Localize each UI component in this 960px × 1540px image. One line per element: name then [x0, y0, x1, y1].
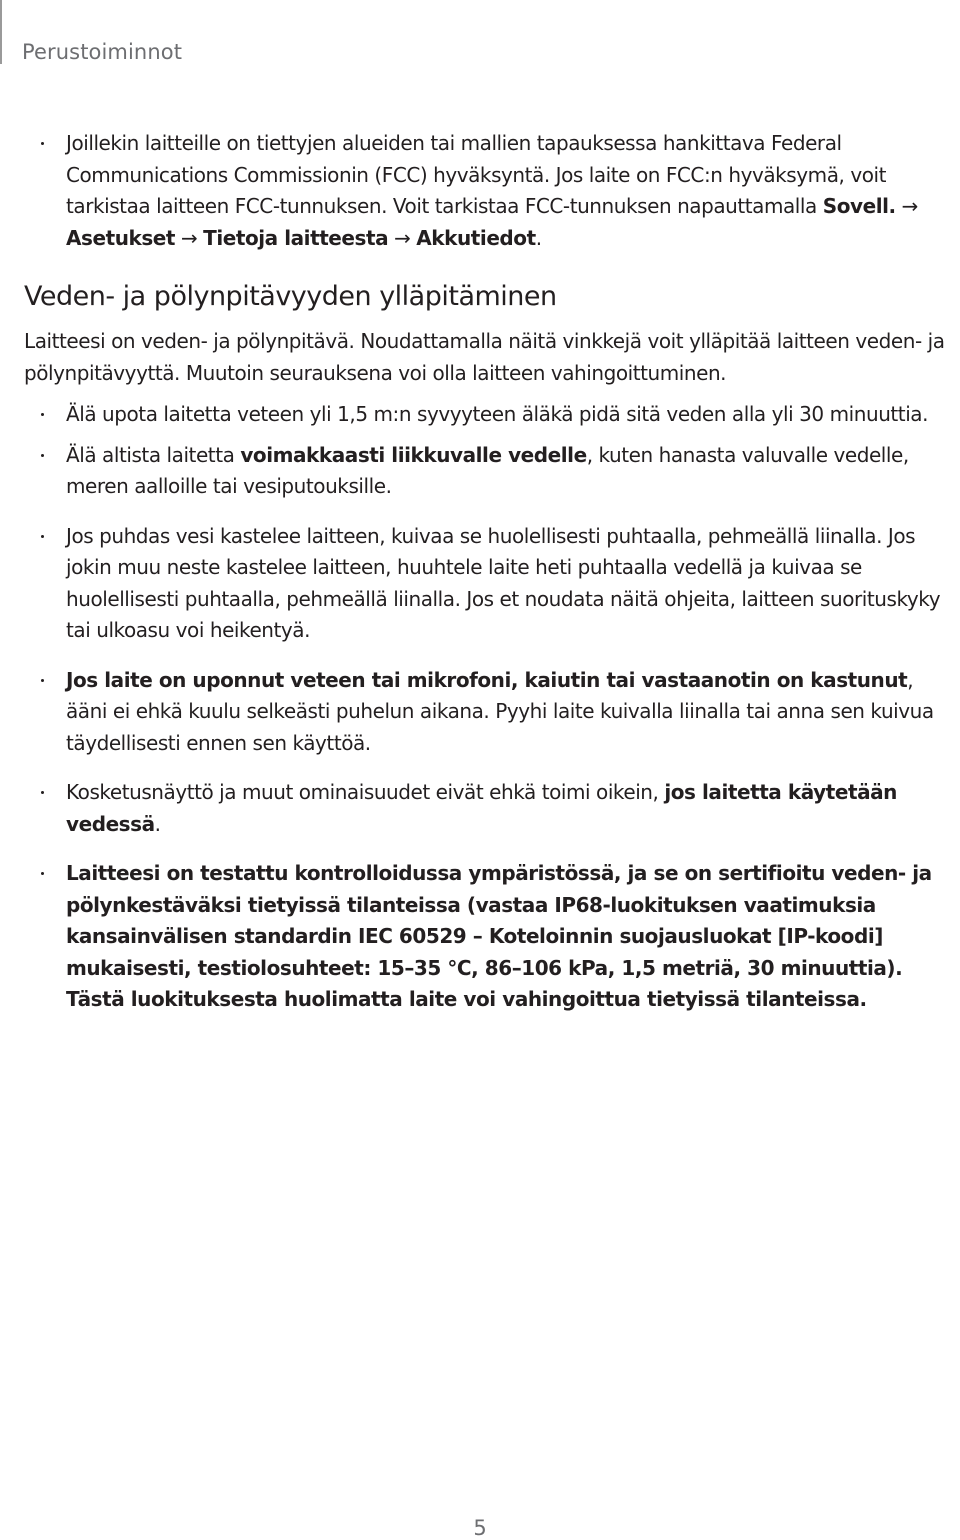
tip-emphasis: jos laitetta käytetään vedessä: [66, 780, 897, 836]
tip-text: Älä upota laitetta veteen yli 1,5 m:n syvyyteen äläkä pidä sitä veden alla yli 30 minuuttia.: [66, 402, 929, 426]
tip-text: Kosketusnäyttö ja muut ominaisuudet eivät ehkä toimi oikein,: [66, 780, 665, 804]
section-heading: Veden- ja pölynpitävyyden ylläpitäminen: [24, 281, 557, 312]
tip-item-certification: [24, 858, 954, 1016]
fcc-text: Joillekin laitteille on tiettyjen alueiden tai mallien tapauksessa hankittava Federal Communications Commissionin (FCC) hyväksyntä. Jos laite on FCC:n hyväksymä, voit tarkistaa laitteen FCC-tunnuksen. Voit tarkistaa FCC-tunnuksen napauttamalla: [66, 131, 886, 218]
tip-emphasis: Laitteesi on testattu kontrolloidussa ympäristössä, ja se on sertifioitu veden- ja pölynkestäväksi tietyissä tilanteissa (vastaa IP68-luokituksen vaatimuksia kansainvälisen standardin IEC 60529 – Koteloinnin suojausluokat [IP-koodi] mukaisesti, testiolosuhteet: 15–35 °C, 86–106 kPa, 1,5 metriä, 30 minuuttia). Tästä luokituksesta huolimatta laite voi vahingoittua tietyissä tilanteissa.: [66, 861, 932, 1011]
fcc-bullet: [24, 128, 954, 254]
arrow-icon: →: [895, 194, 918, 218]
tip-item-touchscreen: [24, 777, 954, 840]
tip-text: Älä altista laitetta: [66, 442, 241, 467]
menu-path-apps: Sovell.: [822, 194, 896, 218]
tip-emphasis: voimakkaasti liikkuvalle vedelle: [240, 442, 587, 467]
tip-text: Jos puhdas vesi kastelee laitteen, kuivaa se huolellisesti puhtaalla, pehmeällä liinalla. Jos jokin muu neste kastelee laitteen, huuhtele laite heti puhtaalla vedellä ja kuivaa se huolellisesti puhtaalla, pehmeällä liinalla. Jos et noudata näitä ohjeita, laitteen suorituskyky tai ulkoasu voi heikentyä.: [66, 523, 941, 642]
arrow-icon: →: [388, 225, 417, 250]
tip-text: , kuten hanasta valuvalle vedelle, meren aalloille tai vesiputouksille.: [66, 442, 909, 498]
menu-path-battery: Akkutiedot: [416, 225, 536, 250]
running-header: Perustoiminnot: [22, 40, 183, 64]
section-intro: Laitteesi on veden- ja pölynpitävä. Noudattamalla näitä vinkkejä voit ylläpitää laitteen veden- ja pölynpitävyyttä. Muutoin seurauksena voi olla laitteen vahingoittuminen.: [24, 329, 945, 385]
tip-item-depth: [24, 399, 954, 431]
tip-item-audio: [24, 665, 954, 760]
tip-item-drying: [24, 521, 954, 647]
fcc-end: .: [535, 225, 542, 250]
menu-path-about: Tietoja laitteesta: [203, 225, 389, 250]
menu-path-settings: Asetukset: [66, 225, 176, 250]
page-number: 5: [473, 1516, 487, 1540]
page-content: [24, 128, 954, 1027]
tip-text: , ääni ei ehkä kuulu selkeästi puhelun aikana. Pyyhi laite kuivalla liinalla tai anna sen kuivua täydellisesti ennen sen käyttöä.: [66, 667, 934, 755]
tip-text: .: [154, 811, 161, 836]
tip-emphasis: Jos laite on uponnut veteen tai mikrofoni, kaiutin tai vastaanotin on kastunut: [66, 667, 908, 692]
arrow-icon: →: [175, 225, 204, 250]
tip-item-flowing-water: [24, 440, 954, 503]
tips-list: [24, 399, 954, 1016]
fcc-list: [24, 128, 954, 254]
header-rule: [0, 0, 2, 64]
